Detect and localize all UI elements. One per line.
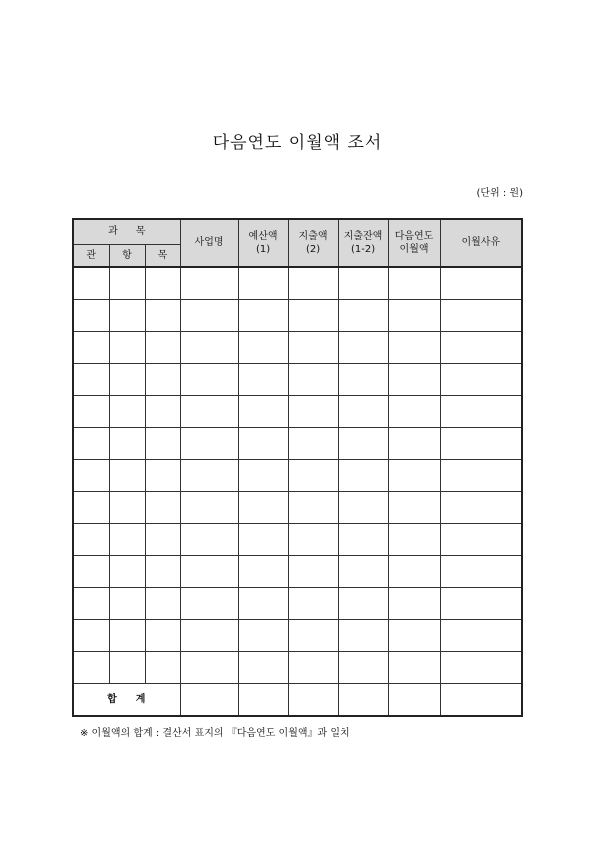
table-cell: [238, 556, 288, 588]
unit-note: (단위 : 원): [476, 188, 523, 199]
table-cell: [288, 524, 338, 556]
table-cell: [238, 267, 288, 300]
table-cell: [145, 652, 180, 684]
table-row: [73, 396, 522, 428]
project-name-header: 사업명: [180, 219, 238, 267]
table-cell: [238, 620, 288, 652]
table-cell: [238, 588, 288, 620]
table-cell: [73, 492, 109, 524]
table-cell: [338, 492, 388, 524]
table-cell: [440, 620, 522, 652]
table-cell: [338, 364, 388, 396]
table-row: [73, 620, 522, 652]
table-cell: [109, 428, 145, 460]
table-cell: [440, 428, 522, 460]
table-cell: [73, 588, 109, 620]
table-cell: [440, 364, 522, 396]
table-cell: [388, 267, 440, 300]
table-cell: [440, 524, 522, 556]
table-cell: [338, 652, 388, 684]
table-cell: [288, 332, 338, 364]
table-cell: [238, 524, 288, 556]
hang-header: 항: [109, 244, 145, 267]
table-cell: [73, 364, 109, 396]
table-cell: [180, 300, 238, 332]
table-cell: [288, 267, 338, 300]
table-cell: [288, 460, 338, 492]
table-cell: [440, 492, 522, 524]
table-cell: [109, 492, 145, 524]
table-cell: [238, 332, 288, 364]
table-cell: [238, 428, 288, 460]
table-cell: [388, 492, 440, 524]
table-cell: [73, 460, 109, 492]
table-cell: [338, 428, 388, 460]
table-cell: [180, 556, 238, 588]
table-cell: [73, 396, 109, 428]
table-cell: [145, 620, 180, 652]
table-cell: [288, 300, 338, 332]
table-cell: [109, 460, 145, 492]
table-cell: [440, 588, 522, 620]
account-group-header: 과 목: [73, 219, 180, 244]
table-cell: [338, 300, 388, 332]
table-cell: [109, 588, 145, 620]
table-cell: [388, 588, 440, 620]
table-cell: [388, 428, 440, 460]
table-cell: [388, 460, 440, 492]
table-cell: [338, 524, 388, 556]
total-cell: [388, 684, 440, 717]
gwan-header: 관: [73, 244, 109, 267]
total-cell: [238, 684, 288, 717]
total-row: [73, 684, 522, 717]
table-cell: [388, 364, 440, 396]
document-title: 다음연도 이월액 조서: [212, 133, 383, 153]
total-cell: [440, 684, 522, 717]
table-cell: [338, 460, 388, 492]
table-cell: [180, 588, 238, 620]
table-cell: [109, 524, 145, 556]
table-cell: [73, 652, 109, 684]
table-row: [73, 588, 522, 620]
table-cell: [73, 556, 109, 588]
table-cell: [338, 332, 388, 364]
mok-header: 목: [145, 244, 180, 267]
table-cell: [180, 267, 238, 300]
table-cell: [288, 364, 338, 396]
table-cell: [73, 332, 109, 364]
table-cell: [338, 556, 388, 588]
table-cell: [180, 396, 238, 428]
table-cell: [180, 364, 238, 396]
table-body: [73, 267, 522, 684]
table-cell: [288, 556, 338, 588]
table-cell: [109, 300, 145, 332]
carryover-table: [72, 218, 523, 717]
table-cell: [145, 300, 180, 332]
table-cell: [145, 428, 180, 460]
table-cell: [238, 492, 288, 524]
table-cell: [338, 620, 388, 652]
table-cell: [109, 652, 145, 684]
total-cell: [288, 684, 338, 717]
table-cell: [238, 300, 288, 332]
table-cell: [145, 460, 180, 492]
table-row: [73, 556, 522, 588]
table-row: [73, 460, 522, 492]
reason-header: 이월사유: [440, 219, 522, 267]
table-cell: [180, 652, 238, 684]
table-cell: [440, 300, 522, 332]
table-row: [73, 652, 522, 684]
table-cell: [388, 652, 440, 684]
table-cell: [440, 332, 522, 364]
table-cell: [440, 460, 522, 492]
table-cell: [388, 620, 440, 652]
table-cell: [288, 428, 338, 460]
table-cell: [288, 492, 338, 524]
table-cell: [338, 588, 388, 620]
table-cell: [238, 652, 288, 684]
table-cell: [440, 652, 522, 684]
table-cell: [388, 396, 440, 428]
table-cell: [180, 428, 238, 460]
table-cell: [109, 620, 145, 652]
table-cell: [73, 428, 109, 460]
table-cell: [109, 364, 145, 396]
table-row: [73, 492, 522, 524]
table-row: [73, 267, 522, 300]
footnote: ※ 이월액의 합계 : 결산서 표지의 『다음연도 이월액』과 일치: [80, 728, 350, 739]
table-cell: [109, 556, 145, 588]
table-cell: [288, 588, 338, 620]
table-cell: [180, 332, 238, 364]
table-row: [73, 364, 522, 396]
table-cell: [440, 556, 522, 588]
table-cell: [73, 267, 109, 300]
total-cell: [338, 684, 388, 717]
table-cell: [288, 652, 338, 684]
table-row: [73, 300, 522, 332]
table-cell: [73, 620, 109, 652]
table-cell: [180, 492, 238, 524]
table-cell: [288, 620, 338, 652]
table-cell: [145, 588, 180, 620]
budget-header: 예산액 (1): [238, 219, 288, 267]
table-cell: [180, 524, 238, 556]
table-cell: [109, 267, 145, 300]
table-cell: [338, 267, 388, 300]
table-cell: [145, 332, 180, 364]
table-cell: [180, 460, 238, 492]
table-cell: [145, 396, 180, 428]
table-cell: [388, 556, 440, 588]
table-cell: [288, 396, 338, 428]
table-cell: [109, 332, 145, 364]
table-row: [73, 524, 522, 556]
table-cell: [145, 267, 180, 300]
table-cell: [145, 556, 180, 588]
table-cell: [180, 620, 238, 652]
table-row: [73, 428, 522, 460]
table-cell: [145, 364, 180, 396]
table-cell: [145, 492, 180, 524]
expenditure-header: 지출액 (2): [288, 219, 338, 267]
table-row: [73, 332, 522, 364]
table-cell: [388, 332, 440, 364]
table-cell: [388, 524, 440, 556]
table-cell: [73, 524, 109, 556]
carryover-header: 다음연도 이월액: [388, 219, 440, 267]
table-cell: [238, 460, 288, 492]
table-cell: [109, 396, 145, 428]
table-cell: [238, 364, 288, 396]
table-cell: [238, 396, 288, 428]
table-cell: [338, 396, 388, 428]
remaining-header: 지출잔액 (1-2): [338, 219, 388, 267]
table-cell: [145, 524, 180, 556]
total-cell: [180, 684, 238, 717]
table-cell: [440, 396, 522, 428]
table-cell: [73, 300, 109, 332]
table-cell: [388, 300, 440, 332]
total-label: 합 계: [73, 684, 180, 717]
table-cell: [440, 267, 522, 300]
